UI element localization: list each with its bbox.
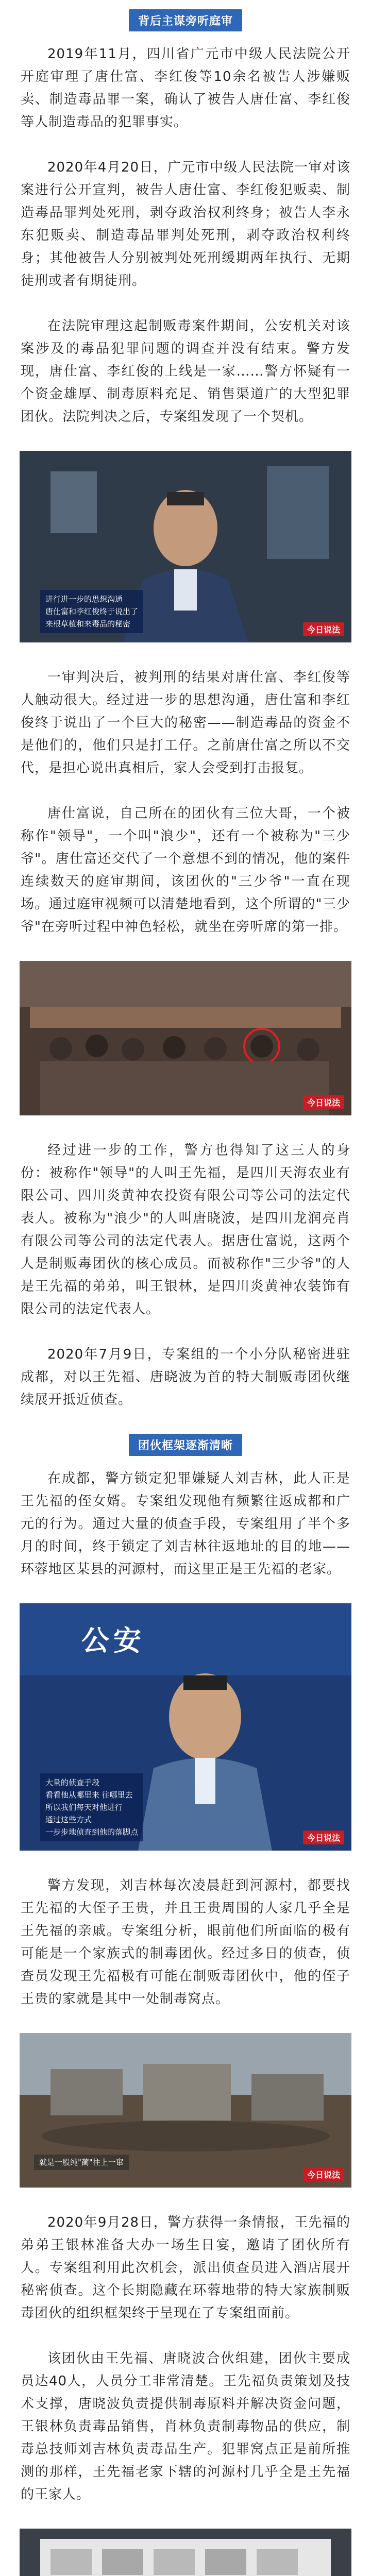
- news-photo-2: [20, 961, 351, 1115]
- paragraph-10: 2020年9月28日，警方获得一条情报，王先福的弟弟王银林准备大办一场生日宴，邀请了团伙所有人。专案组利用此次机会，派出侦查员进入酒店展开秘密侦查。这个长期隐藏在环蓉地带的特大家族制贩毒团伙的组织框架终于呈现在了专案组面前。: [21, 2215, 350, 2321]
- photo-1-caption-line: 进行进一步的思想沟通: [45, 595, 123, 604]
- section-title-1: [0, 9, 371, 31]
- article: [0, 9, 371, 2576]
- photo-3-caption-line: 大量的侦查手段: [45, 1778, 100, 1787]
- paragraph-4: 一审判决后，被判刑的结果对唐仕富、李红俊等人触动很大。经过进一步的思想沟通，唐仕富和李红俊终于说出了一个巨大的秘密——制造毒品的资金不是他们的，他们只是打工仔。之前唐仕富之所以不交代，是担心说出真相后，家人会受到打击报复。: [21, 670, 350, 776]
- photo-1-caption-line: 来根草植和来毒品的秘密: [45, 619, 131, 629]
- paragraph-2: 2020年4月20日，广元市中级人民法院一审对该案进行公开宣判，被告人唐仕富、李红俊犯贩卖、制造毒品罪判处死刑，剥夺政治权利终身；被告人李永东犯贩卖、制造毒品罪判处死刑，剥夺政治权利终身；其他被告人分别被判处死刑缓期两年执行、无期徒刑或者有期徒刑。: [21, 160, 350, 289]
- photo-3-caption-line: 通过这些方式: [45, 1815, 92, 1824]
- tv-logo: 今日说法: [303, 2167, 344, 2181]
- photo-3-caption-line: 一步步地侦查到他的落脚点: [45, 1827, 139, 1837]
- paragraph-11: 该团伙由王先福、唐晓波合伙组建，团伙主要成员达40人，人员分工非常清楚。王先福负责策划及技术支撑，唐晓波负责提供制毒原料并解决资金问题，王银林负责毒品销售，肖林负责制毒物品的供应，制毒总技师刘吉林负责毒品生产。犯罪窝点正是前所推测的那样，王先福老家下辖的河源村几乎全是王先福的王家人。: [21, 2351, 350, 2502]
- photo-3-caption-line: 所以我们每天对他进行: [45, 1803, 123, 1812]
- photo-4-caption: 就是一股纯"蔺"往上一窜: [34, 2155, 129, 2170]
- section-title-label: 团伙框架逐渐清晰: [129, 1434, 242, 1456]
- photo-5-scene: [20, 2529, 351, 2576]
- wall-sign: 公安: [81, 1624, 145, 1657]
- photo-1-caption-line: 唐仕富和李红俊终于说出了: [45, 607, 139, 616]
- paragraph-5: 唐仕富说，自己所在的团伙有三位大哥，一个被称作"领导"，一个叫"浪少"，还有一个被称为"三少爷"。唐仕富还交代了一个意想不到的情况，他的案件连续数天的庭审期间，该团伙的"三少爷"一直在现场。通过庭审视频可以清楚地看到，这个所谓的"三少爷"在旁听过程中神色轻松，就坐在旁听席的第一排。: [21, 806, 350, 935]
- paragraph-1: 2019年11月，四川省广元市中级人民法院公开开庭审理了唐仕富、李红俊等10余名被告人涉嫌贩卖、制造毒品罪一案，确认了被告人唐仕富、李红俊等人制造毒品的犯罪事实。: [21, 46, 350, 130]
- news-photo-5: [20, 2529, 351, 2576]
- paragraph-8: 在成都，警方锁定犯罪嫌疑人刘吉林，此人正是王先福的侄女婿。专案组发现他有频繁往返成都和广元的行为。通过大量的侦查手段，专案组用了半个多月的时间，终于锁定了刘吉林往返地址的目的地——环蓉地区某县的河源村，而这里正是王先福的老家。: [21, 1471, 350, 1577]
- paragraph-9: 警方发现，刘吉林每次凌晨赶到河源村，都要找王先福的大侄子王贵，并且王贵周围的人家几乎全是王先福的亲戚。专案组分析，眼前他们所面临的极有可能是一个家族式的制毒团伙。经过多日的侦查，侦查员发现王先福极有可能在制贩毒团伙中，他的侄子王贵的家就是其中一处制毒窝点。: [21, 1878, 350, 2007]
- section-title-2: [0, 1434, 371, 1456]
- paragraph-6: 经过进一步的工作，警方也得知了这三人的身份：被称作"领导"的人叫王先福，是四川天海农业有限公司、四川炎黄神农投资有限公司等公司的法定代表人。被称为"浪少"的人叫唐晓波，是四川龙润亮肖有限公司等公司的法定代表人。据唐仕富说，这两个人是制贩毒团伙的核心成员。而被称作"三少爷"的人是王先福的弟弟，叫王银林，是四川炎黄神农装饰有限公司的法定代表人。: [21, 1143, 350, 1317]
- photo-2-scene: [20, 961, 351, 1115]
- photo-3-caption: [40, 1773, 143, 1841]
- tv-logo: 今日说法: [303, 622, 344, 636]
- tv-logo: 今日说法: [303, 1831, 344, 1844]
- news-photo-4: [20, 2033, 351, 2188]
- paragraph-3: 在法院审理这起制贩毒案件期间，公安机关对该案涉及的毒品犯罪问题的调查并没有结束。警方发现，唐仕富、李红俊的上线是一家……警方怀疑有一个资金雄厚、制毒原料充足、销售渠道广的大型犯罪团伙。法院判决之后，专案组发现了一个契机。: [21, 318, 350, 425]
- tv-logo: 今日说法: [303, 1095, 344, 1109]
- news-photo-1: [20, 451, 351, 642]
- section-title-label: 背后主谋旁听庭审: [129, 9, 242, 31]
- photo-1-caption: [40, 590, 143, 633]
- paragraph-7: 2020年7月9日，专案组的一个小分队秘密进驻成都，对以王先福、唐晓波为首的特大制贩毒团伙继续展开抵近侦查。: [21, 1347, 350, 1408]
- photo-3-caption-line: 看看他从哪里来 往哪里去: [45, 1790, 133, 1800]
- news-photo-3: [20, 1603, 351, 1851]
